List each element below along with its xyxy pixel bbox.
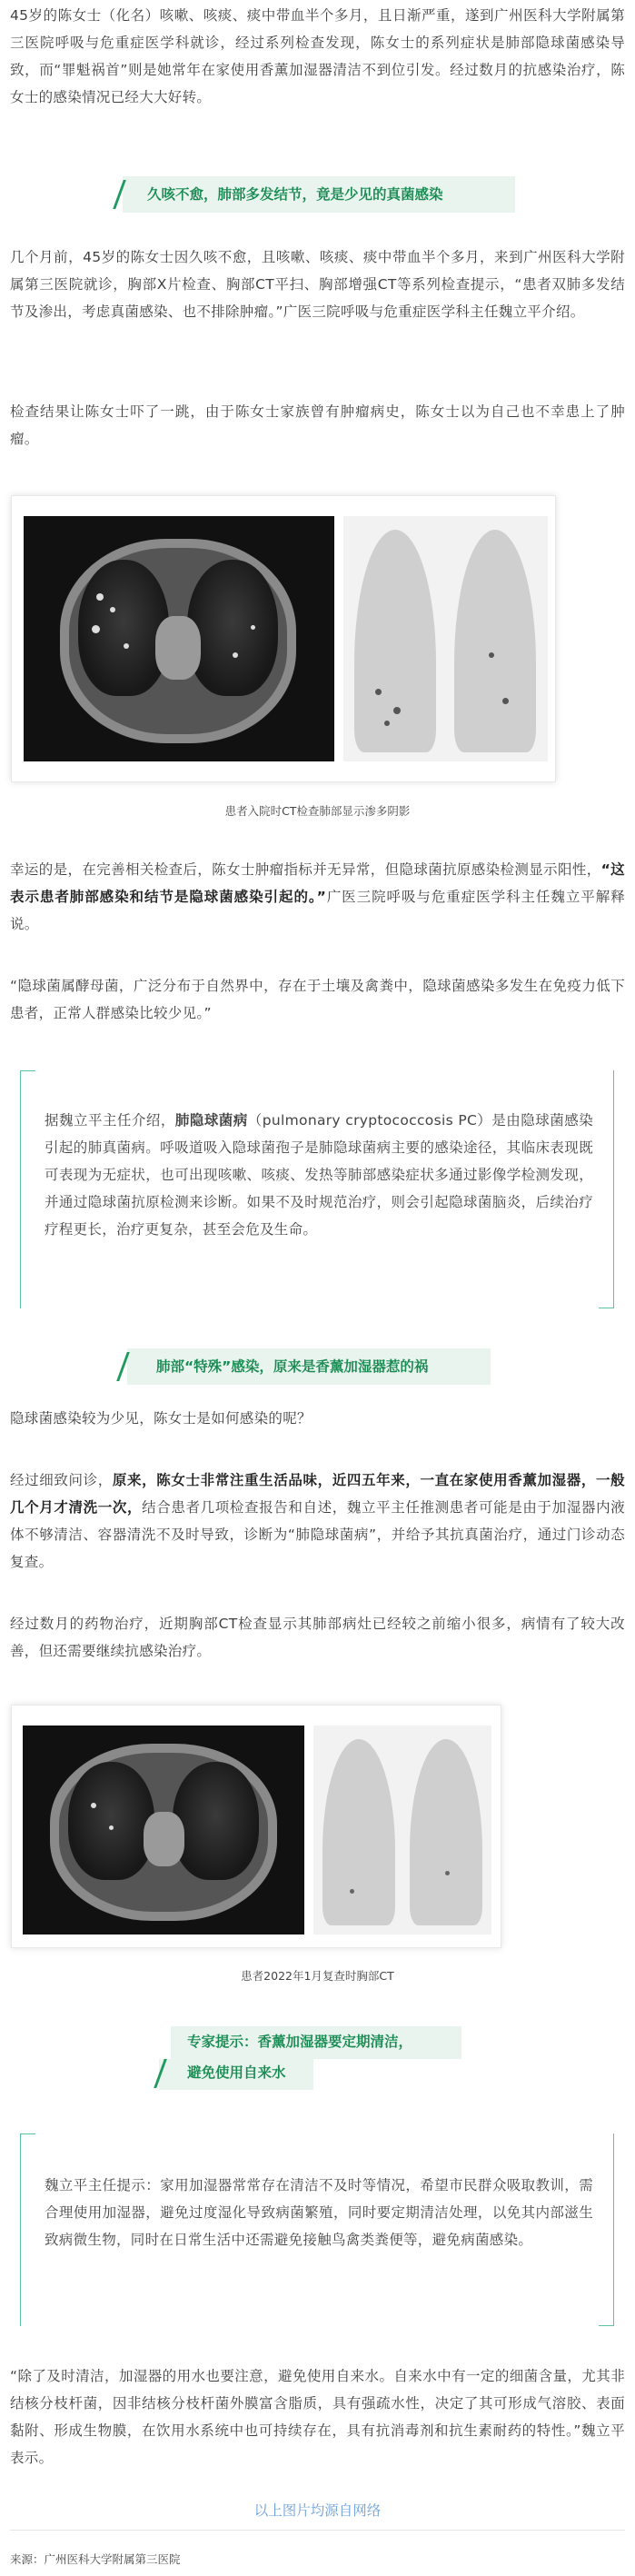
paragraph-7-bold: 原来，陈女士非常注重生活品味，近四五年来，一直在家使用香薰加湿器，一般几个月才清洗一次，	[10, 1472, 625, 1516]
heading-text-line-2: 避免使用自来水	[187, 2064, 286, 2081]
callout-1-text-c: （pulmonary cryptococcosis PC）是由隐球菌感染引起的肺真菌病。呼吸道吸入隐球菌孢子是肺隐球菌病主要的感染途径，其临床表现既可表现为无症状，也可出现咳嗽、咳痰、发热等肺部感染症状多通过影像学检测发现，并通过隐球菌抗原检测来诊断。如果不及时规范治疗，则会引起隐球菌脑炎，后续治疗疗程更长，治疗更复杂，甚至会危及生命。	[45, 1112, 593, 1238]
paragraph-7-text-a: 经过细致问诊，	[10, 1472, 113, 1488]
paragraph-4-text-a: 幸运的是，在完善相关检查后，陈女士肿瘤指标并无异常，但隐球菌抗原感染检测显示阳性，	[10, 861, 601, 878]
section-heading-3	[0, 2023, 635, 2104]
footer-source: 来源：广州医科大学附属第三医院	[10, 2552, 181, 2566]
intro-paragraph	[10, 2, 625, 111]
paragraph-2	[10, 244, 625, 325]
callout-1-term: 肺隐球菌病	[174, 1112, 248, 1129]
ct-coronal-image-followup	[313, 1726, 491, 1934]
intro-text: 45岁的陈女士（化名）咳嗽、咳痰、痰中带血半个多月，且日渐严重，遂到广州医科大学附属第三医院呼吸与危重症医学科就诊，经过系列检查发现，陈女士的系列症状是肺部隐球菌感染导致，而“罪魁祸首”则是她常年在家使用香薰加湿器清洁不到位引发。经过数月的抗感染治疗，陈女士的感染情况已经大大好转。	[10, 7, 625, 105]
ct-coronal-image	[343, 516, 548, 761]
paragraph-6-text: 隐球菌感染较为少见，陈女士是如何感染的呢？	[10, 1410, 312, 1427]
paragraph-2-text: 几个月前，45岁的陈女士因久咳不愈，且咳嗽、咳痰、痰中带血半个多月，来到广州医科大学附属第三医院就诊，胸部X片检查、胸部CT平扫、胸部增强CT等系列检查提示，“患者双肺多发结节及渗出，考虑真菌感染、也不排除肿瘤。”广医三院呼吸与危重症医学科主任魏立平介绍。	[10, 249, 625, 320]
heading-text: 肺部“特殊”感染，原来是香薰加湿器惹的祸	[156, 1358, 429, 1375]
paragraph-8	[10, 1610, 625, 1665]
paragraph-4-quote: “这表示患者肺部感染和结节是隐球菌感染引起的。”	[10, 861, 625, 905]
paragraph-4	[10, 856, 625, 938]
paragraph-9-text: “除了及时清洁，加湿器的用水也要注意，避免使用自来水。自来水中有一定的细菌含量，尤其非结核分枝杆菌，因非结核分枝杆菌外膜富含脂质，具有强疏水性，决定了其可形成气溶胶、表面黏附、形成生物膜，在饮用水系统中也可持续存在，具有抗消毒剂和抗生素耐药的特性。”魏立平表示。	[10, 2368, 625, 2466]
figure-1-caption: 患者入院时CT检查肺部显示渗多阴影	[224, 804, 411, 818]
paragraph-5-text: “隐球菌属酵母菌，广泛分布于自然界中，存在于土壤及禽粪中，隐球菌感染多发生在免疫力低下患者，正常人群感染比较少见。”	[10, 978, 625, 1021]
paragraph-6	[10, 1405, 625, 1432]
callout-1-text	[45, 1107, 593, 1243]
heading-text-line-1: 专家提示：香薰加湿器要定期清洁，	[187, 2034, 413, 2050]
figure-2-caption: 患者2022年1月复查时胸部CT	[241, 1969, 394, 1983]
paragraph-7	[10, 1467, 625, 1576]
paragraph-5	[10, 972, 625, 1027]
callout-2-text: 魏立平主任提示：家用加湿器常常存在清洁不及时等情况，希望市民群众吸取教训，需合理使用加湿器，避免过度湿化导致病菌繁殖，同时要定期清洁处理，以免其内部滋生致病微生物，同时在日常生活中还需避免接触鸟禽类粪便等，避免病菌感染。	[45, 2177, 593, 2248]
callout-box-1	[20, 1070, 614, 1308]
image-source-note: 以上图片均源自网络	[253, 2502, 382, 2519]
section-heading-2	[0, 1341, 635, 1392]
paragraph-4-text-c: 广医三院呼吸与危重症医学科主任魏立平解释说。	[10, 889, 625, 932]
heading-text: 久咳不愈，肺部多发结节，竟是少见的真菌感染	[147, 186, 443, 203]
paragraph-3-text: 检查结果让陈女士吓了一跳，由于陈女士家族曾有肿瘤病史，陈女士以为自己也不幸患上了肿瘤。	[10, 403, 625, 447]
paragraph-7-text-c: 结合患者几项检查报告和自述，魏立平主任推测患者可能是由于加湿器内液体不够清洁、容器清洗不及时导致，诊断为“肺隐球菌病”，并给予其抗真菌治疗，通过门诊动态复查。	[10, 1499, 625, 1570]
ct-figure-2	[11, 1705, 501, 1948]
callout-box-2	[20, 2133, 614, 2326]
ct-axial-image	[24, 516, 334, 761]
footer-divider	[10, 2530, 625, 2531]
paragraph-9	[10, 2362, 625, 2472]
section-heading-1	[0, 169, 635, 220]
paragraph-8-text: 经过数月的药物治疗，近期胸部CT检查显示其肺部病灶已经较之前缩小很多，病情有了较大改善，但还需要继续抗感染治疗。	[10, 1616, 625, 1659]
callout-1-text-a: 据魏立平主任介绍，	[45, 1112, 175, 1129]
ct-figure-1	[11, 495, 556, 782]
paragraph-3	[10, 398, 625, 453]
ct-axial-image-followup	[23, 1726, 304, 1934]
